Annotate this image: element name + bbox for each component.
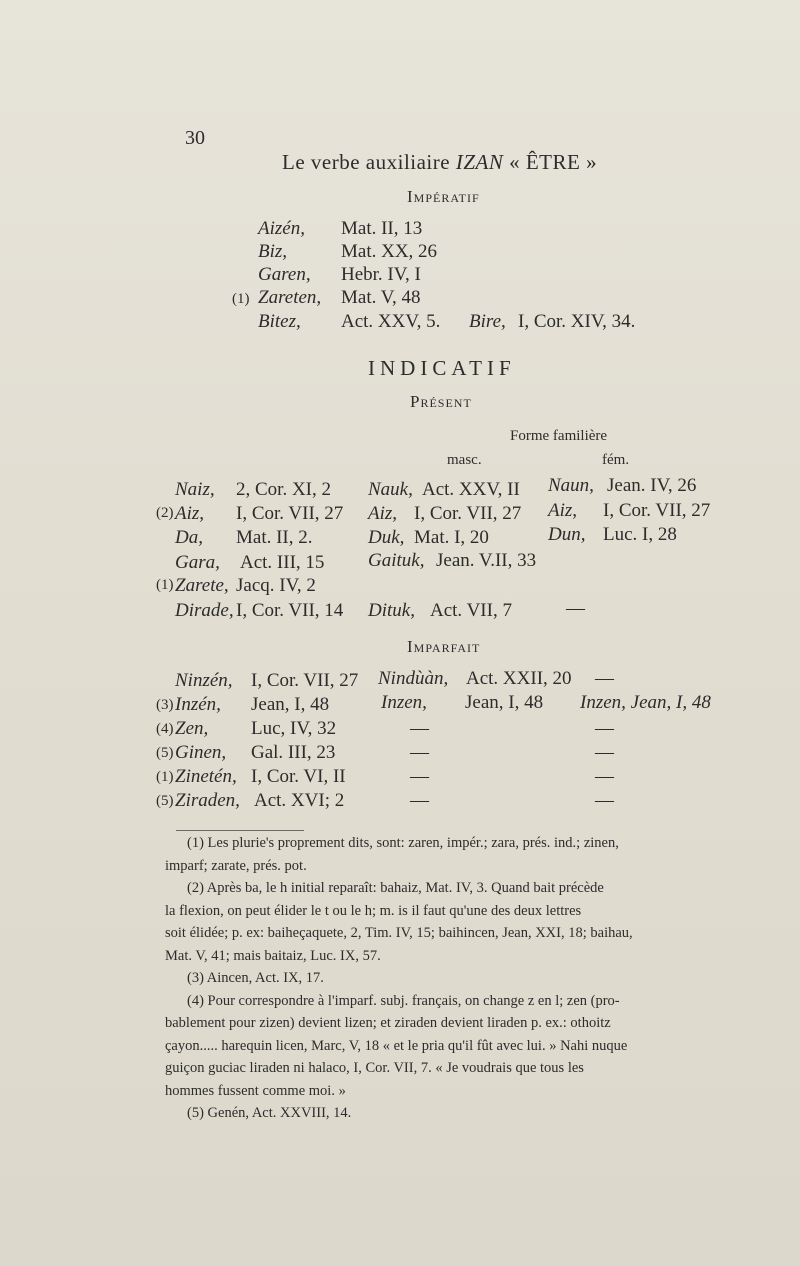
present-form: Aiz, bbox=[175, 503, 205, 524]
imperatif-ref: Mat. XX, 26 bbox=[341, 241, 438, 262]
present-fem-form: Dun, bbox=[548, 524, 586, 545]
imparfait-masc-form: — bbox=[410, 718, 429, 739]
present-heading: Présent bbox=[410, 392, 472, 411]
footnote-line: guiçon guciac liraden ni halaco, I, Cor. VII, 7. « Je voudrais que tous les bbox=[165, 1060, 584, 1076]
imparfait-masc-form: — bbox=[410, 766, 429, 787]
present-fem-form: — bbox=[566, 598, 585, 619]
footnote-line: (3) Aincen, Act. IX, 17. bbox=[187, 970, 324, 986]
present-fem-ref: Jean. IV, 26 bbox=[607, 475, 697, 496]
present-fem-ref: I, Cor. VII, 27 bbox=[603, 500, 711, 521]
imparfait-fem: — bbox=[595, 742, 614, 763]
footnote-line: (1) Les plurie's proprement dits, sont: zaren, impér.; zara, prés. ind.; zinen, bbox=[187, 835, 619, 851]
present-fem-ref: Luc. I, 28 bbox=[603, 524, 677, 545]
present-masc-ref: Act. XXV, II bbox=[422, 479, 520, 500]
imperatif-marker: (1) bbox=[232, 291, 250, 307]
present-fem-form: Aiz, bbox=[548, 500, 578, 521]
footnote-rule bbox=[176, 830, 304, 831]
footnote-line: çayon..... harequin licen, Marc, V, 18 « et le pria qu'il fût avec lui. » Nahi nuque bbox=[165, 1037, 628, 1054]
footnote-line: bablement pour zizen) devient lizen; et ziraden devient liraden p. ex.: othoitz bbox=[165, 1015, 611, 1031]
footnote-line: Mat. V, 41; mais baitaiz, Luc. IX, 57. bbox=[165, 947, 381, 964]
present-masc-ref: I, Cor. VII, 27 bbox=[414, 503, 522, 524]
footnote-line: soit élidée; p. ex: baiheçaquete, 2, Tim. IV, 15; baihincen, Jean, XXI, 18; baihau, bbox=[165, 925, 633, 941]
page-title bbox=[282, 150, 597, 175]
present-masc-form: Duk, bbox=[368, 527, 405, 548]
imperatif-extra-ref: I, Cor. XIV, 34. bbox=[518, 311, 636, 332]
present-masc-ref: Mat. I, 20 bbox=[414, 527, 489, 548]
imparfait-masc-ref: Act. XXII, 20 bbox=[466, 668, 572, 689]
footnotes bbox=[165, 832, 740, 1125]
forme-familiere-label: Forme familière bbox=[510, 428, 608, 444]
imperatif-extra-form: Bire, bbox=[469, 311, 506, 332]
imparfait-marker: (5) bbox=[156, 793, 174, 809]
present-form: Gara, bbox=[175, 552, 220, 573]
title-verb: IZAN bbox=[455, 150, 504, 174]
imparfait-fem: Inzen, Jean, I, 48 bbox=[580, 692, 711, 713]
imperatif-form: Bitez, bbox=[258, 311, 301, 332]
present-masc-form: Aiz, bbox=[368, 503, 398, 524]
imparfait-masc-ref: Jean, I, 48 bbox=[465, 692, 544, 713]
present-ref: I, Cor. VII, 14 bbox=[236, 600, 344, 621]
imparfait-form: Ninzén, bbox=[175, 670, 233, 691]
present-ref: Jacq. IV, 2 bbox=[236, 575, 316, 596]
imperatif-ref: Mat. II, 13 bbox=[341, 218, 423, 239]
imperatif-form: Garen, bbox=[258, 264, 311, 285]
footnote-line: imparf; zarate, prés. pot. bbox=[165, 857, 307, 874]
masc-label: masc. bbox=[447, 452, 482, 468]
fem-label: fém. bbox=[602, 452, 630, 468]
imperatif-ref: Mat. V, 48 bbox=[341, 287, 421, 308]
present-ref: Mat. II, 2. bbox=[236, 527, 313, 548]
imperatif-ref: Act. XXV, 5. bbox=[341, 311, 441, 332]
footnote-line: (4) Pour correspondre à l'imparf. subj. français, on change z en l; zen (pro- bbox=[187, 992, 620, 1009]
imparfait-marker: (3) bbox=[156, 697, 174, 713]
imparfait-marker: (1) bbox=[156, 769, 174, 785]
imparfait-masc-form: Inzen, bbox=[381, 692, 427, 713]
imperatif-form: Aizén, bbox=[258, 218, 305, 239]
imperatif-ref: Hebr. IV, I bbox=[341, 264, 421, 285]
imparfait-marker: (5) bbox=[156, 745, 174, 761]
imparfait-masc-form: Nindùàn, bbox=[378, 668, 449, 689]
present-masc-form: Dituk, bbox=[368, 600, 415, 621]
present-form: Zarete, bbox=[175, 575, 229, 596]
imparfait-form: Zen, bbox=[175, 718, 209, 739]
imparfait-fem: — bbox=[595, 766, 614, 787]
present-fem-form: Naun, bbox=[548, 475, 594, 496]
imparfait-form: Ginen, bbox=[175, 742, 227, 763]
footnote-line: la flexion, on peut élider le t ou le h; m. is il faut qu'une des deux lettres bbox=[165, 902, 582, 919]
footnote-line: (5) Genén, Act. XXVIII, 14. bbox=[187, 1105, 352, 1121]
present-marker: (1) bbox=[156, 577, 174, 593]
title-rest: « ÊTRE » bbox=[503, 150, 598, 174]
imparfait-fem: — bbox=[595, 668, 614, 689]
present-marker: (2) bbox=[156, 505, 174, 521]
present-masc-ref: Jean. V.II, 33 bbox=[436, 550, 537, 571]
imparfait-masc-form: — bbox=[410, 790, 429, 811]
imparfait-ref: I, Cor. VII, 27 bbox=[251, 670, 359, 691]
footnote-line: hommes fussent comme moi. » bbox=[165, 1082, 346, 1099]
imparfait-fem: — bbox=[595, 790, 614, 811]
imparfait-heading: Imparfait bbox=[407, 637, 481, 656]
present-ref: 2, Cor. XI, 2 bbox=[236, 479, 331, 500]
present-masc-ref: Act. VII, 7 bbox=[430, 600, 512, 621]
present-ref: I, Cor. VII, 27 bbox=[236, 503, 344, 524]
imperatif-heading: Impératif bbox=[407, 187, 480, 206]
present-ref: Act. III, 15 bbox=[240, 552, 325, 573]
imparfait-ref: I, Cor. VI, II bbox=[251, 766, 346, 787]
imparfait-ref: Luc, IV, 32 bbox=[251, 718, 337, 739]
present-form: Naiz, bbox=[175, 479, 215, 500]
imperatif-form: Biz, bbox=[258, 241, 288, 262]
imparfait-marker: (4) bbox=[156, 721, 174, 737]
imparfait-form: Zinetén, bbox=[175, 766, 237, 787]
present-masc-form: Gaituk, bbox=[368, 550, 425, 571]
imperatif-form: Zareten, bbox=[258, 287, 322, 308]
present-form: Dirade, bbox=[175, 600, 234, 621]
imparfait-form: Inzén, bbox=[175, 694, 221, 715]
imparfait-masc-form: — bbox=[410, 742, 429, 763]
imparfait-ref: Act. XVI; 2 bbox=[254, 790, 345, 811]
present-form: Da, bbox=[175, 527, 203, 548]
footnote-line: (2) Après ba, le h initial reparaît: bahaiz, Mat. IV, 3. Quand bait précède bbox=[187, 880, 604, 896]
imparfait-form: Ziraden, bbox=[175, 790, 240, 811]
present-masc-form: Nauk, bbox=[368, 479, 413, 500]
indicatif-heading: INDICATIF bbox=[368, 356, 516, 380]
imparfait-ref: Gal. III, 23 bbox=[251, 742, 336, 763]
imparfait-ref: Jean, I, 48 bbox=[251, 694, 330, 715]
imparfait-fem: — bbox=[595, 718, 614, 739]
title-prefix: Le verbe auxiliaire bbox=[282, 150, 456, 174]
page-number: 30 bbox=[185, 127, 205, 149]
